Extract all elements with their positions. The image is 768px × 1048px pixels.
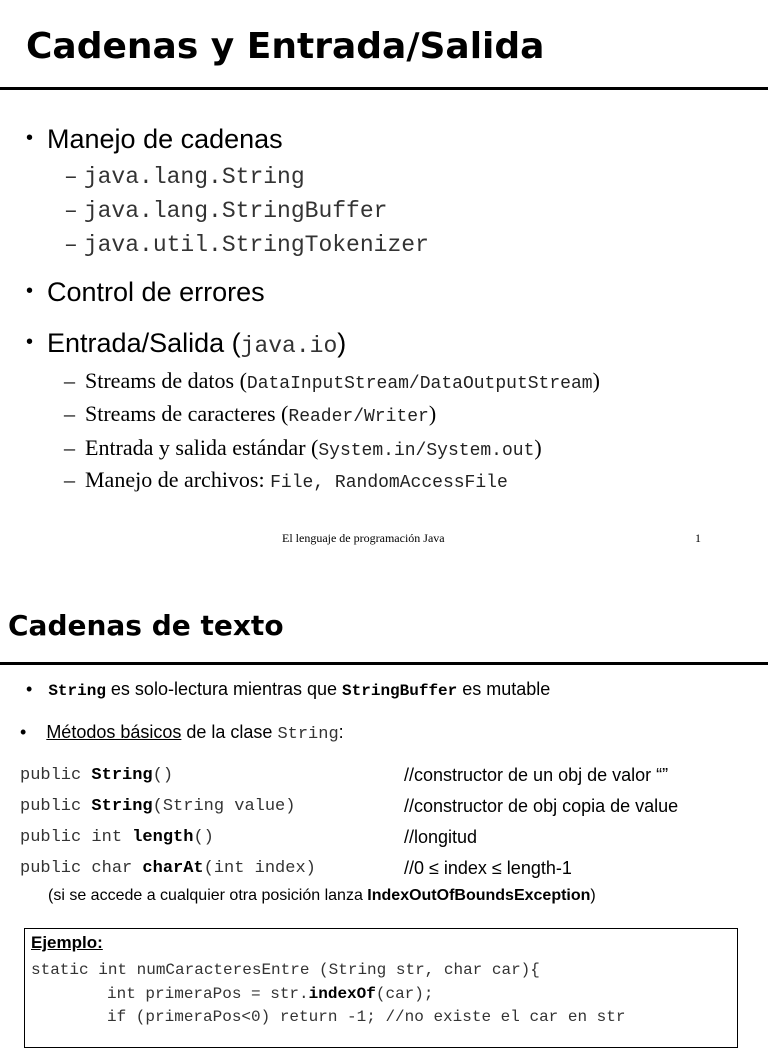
- method-row: [20, 828, 214, 847]
- bullet-dot: •: [26, 331, 34, 353]
- dash: –: [64, 198, 78, 224]
- note-pre: (si se accede a cualquier otra posición lanza: [48, 887, 368, 904]
- bullet-dot: •: [26, 280, 34, 302]
- slide2-bullet-1: [26, 679, 550, 700]
- bullet-text-end: :: [338, 722, 344, 742]
- bullet-text: de la clase: [181, 722, 278, 742]
- method-args: (int index): [203, 859, 316, 878]
- method-name: charAt: [142, 859, 204, 878]
- method-row: [20, 859, 316, 878]
- method-prefix: public int: [20, 828, 133, 847]
- bullet-label: Manejo de cadenas: [47, 124, 283, 154]
- code-post: (car);: [375, 985, 434, 1003]
- bullet-dot: •: [26, 127, 34, 149]
- example-label: Ejemplo:: [31, 933, 103, 952]
- subitem-code: System.in/System.out: [318, 441, 535, 461]
- bullet-label: Control de errores: [47, 277, 265, 307]
- slide1-footer: El lenguaje de programación Java: [282, 531, 445, 545]
- method-name: String: [91, 766, 153, 785]
- method-comment: //0 ≤ index ≤ length-1: [404, 858, 572, 878]
- method-name: String: [91, 797, 153, 816]
- example-line-1: static int numCaracteresEntre (String str, char car){: [31, 961, 540, 979]
- bullet-close: ): [337, 328, 347, 358]
- note-post: ): [590, 887, 596, 904]
- bullet-text: es solo-lectura mientras que: [105, 679, 343, 699]
- subitem-close: ): [428, 401, 437, 426]
- subitem-code: java.lang.StringBuffer: [83, 198, 388, 224]
- slide2-bullet-2: [20, 722, 344, 744]
- subitem-close: ): [534, 435, 542, 460]
- method-row: [20, 797, 295, 816]
- slide1-subitem-3-2: [64, 401, 436, 427]
- slide1-bullet-1: [26, 124, 283, 155]
- slide1-title: Cadenas y Entrada/Salida: [26, 26, 545, 67]
- dash: –: [64, 435, 75, 460]
- slide1-subitem-3-1: [64, 368, 600, 394]
- method-prefix: public: [20, 797, 92, 816]
- subitem-text: Entrada y salida estándar (: [85, 435, 319, 460]
- subitem-text: Manejo de archivos:: [85, 467, 271, 492]
- method-prefix: public: [20, 766, 92, 785]
- bullet-dot: •: [20, 722, 27, 742]
- slide1-subitem-1-3: [64, 232, 429, 258]
- subitem-code: DataInputStream/DataOutputStream: [246, 374, 593, 394]
- bullet-code-stringbuffer: StringBuffer: [342, 682, 458, 700]
- slide1-bullet-3: [26, 328, 346, 359]
- subitem-code: java.lang.String: [83, 164, 305, 190]
- bullet-code: java.io: [240, 333, 338, 359]
- method-args: (String value): [152, 797, 296, 816]
- subitem-text: Streams de datos (: [85, 368, 247, 393]
- dash: –: [64, 467, 75, 492]
- bullet-underlined: Métodos básicos: [46, 722, 182, 742]
- dash: –: [64, 232, 78, 258]
- slide2-title: Cadenas de texto: [8, 609, 284, 642]
- method-name: length: [132, 828, 194, 847]
- bullet-dot: •: [26, 679, 33, 699]
- slide1-subitem-1-1: [64, 164, 305, 190]
- slide2-title-rule: [0, 662, 768, 665]
- method-comment: //constructor de obj copia de value: [404, 796, 679, 816]
- code-bold: indexOf: [308, 985, 376, 1003]
- method-prefix: public char: [20, 859, 143, 878]
- bullet-code: String: [277, 725, 339, 744]
- bullet-code-string: String: [48, 682, 106, 700]
- slide1-title-rule: [0, 87, 768, 90]
- subitem-code: Reader/Writer: [288, 407, 429, 427]
- method-args: (): [193, 828, 214, 847]
- slide1-subitem-1-2: [64, 198, 387, 224]
- exception-note: [48, 887, 596, 905]
- subitem-code: File, RandomAccessFile: [270, 473, 508, 493]
- bullet-text-end: es mutable: [457, 679, 551, 699]
- subitem-close: ): [592, 368, 600, 393]
- slide1-bullet-2: [26, 277, 265, 308]
- method-comment: //longitud: [404, 827, 478, 847]
- dash: –: [64, 401, 75, 426]
- method-args: (): [152, 766, 174, 785]
- dash: –: [64, 164, 78, 190]
- subitem-code: java.util.StringTokenizer: [83, 232, 429, 258]
- example-box: [24, 928, 738, 1048]
- note-exception: IndexOutOfBoundsException: [367, 887, 591, 904]
- method-comment: //constructor de un obj de valor “”: [404, 765, 669, 785]
- example-line-3: if (primeraPos<0) return -1; //no existe el car en str: [107, 1008, 626, 1026]
- slide1-subitem-3-3: [64, 435, 542, 461]
- code-pre: int primeraPos = str.: [107, 985, 309, 1003]
- bullet-label: Entrada/Salida (: [47, 328, 241, 358]
- subitem-text: Streams de caracteres (: [85, 401, 289, 426]
- slide1-page-number: 1: [695, 531, 701, 545]
- method-row: [20, 766, 173, 785]
- dash: –: [64, 368, 75, 393]
- example-line-2: [107, 985, 433, 1003]
- slide1-subitem-3-4: [64, 467, 508, 493]
